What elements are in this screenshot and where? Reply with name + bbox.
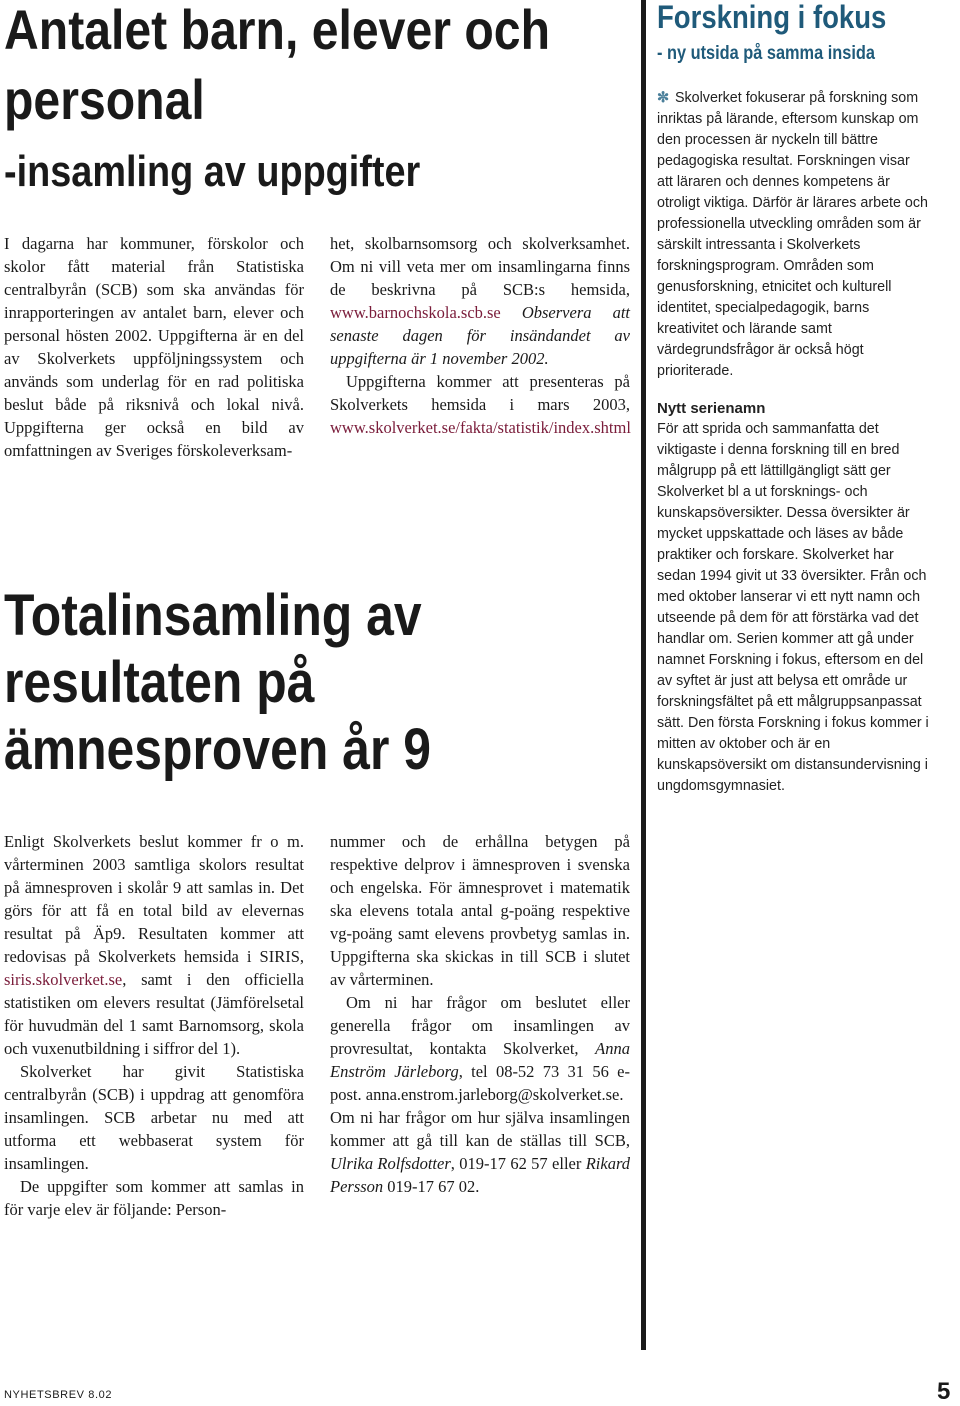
sidebar-paragraph1-text: Skolverket fokuserar på forskning som inriktas på lärande, eftersom kunskap om den processen är nyckeln till bättre pedagogiska resultat. Forskningen visar att läraren och dennes kompetens är otroligt viktiga. Därför är lärares arbete och professionella utveckling områden som är särskilt intressanta i Skolverkets forskningsprogram. Områden som genusforskning, etnicitet och kulturell identitet, specialpedagogik, barns kreativitet och lärande samt värdegrundsfrågor är också högt prioriterade. bbox=[657, 90, 928, 379]
article2-col2-paragraph3 bbox=[330, 1106, 630, 1198]
article2-col2-paragraph2 bbox=[330, 991, 630, 1106]
contact-name-ulrika: Ulrika Rolfsdotter bbox=[330, 1154, 451, 1173]
statistics-link[interactable]: www.skolverket.se/fakta/statistik/index.shtml bbox=[330, 418, 631, 437]
sidebar-subtitle: - ny utsida på samma insida bbox=[657, 43, 875, 64]
article1-title-line1: Antalet barn, elever och bbox=[4, 0, 550, 61]
page-number: 5 bbox=[937, 1378, 951, 1405]
article1-column1 bbox=[4, 232, 304, 462]
article2-column1 bbox=[4, 830, 304, 1221]
article1-col2-text1: het, skolbarnsomsorg och skolverksamhet. Om ni vill veta mer om insamlingarna finns de beskrivna på SCB:s hemsida, bbox=[330, 234, 630, 299]
contact-name-anna: Anna Enström Järleborg bbox=[330, 1039, 630, 1081]
article1-col1-text: I dagarna har kommuner, förskolor och skolor fått material från Statistiska centralbyrån (SCB) som ska användas för inrapporteringen av antalet barn, elever och personal hösten 2002. Uppgifterna är en del av Skolverkets uppföljningssystem och används som underlag för en rad politiska beslut både på riksnivå och lokal nivå. Uppgifterna ger också en bild av omfattningen av Sveriges förskoleverksam- bbox=[4, 234, 304, 460]
article2-col2-p2-b: , tel 08-52 73 31 56 e-post. anna.enstrom.jarleborg@skolverket.se. bbox=[330, 1062, 630, 1104]
article1-col2-text2: Uppgifterna kommer att presenteras på Skolverkets hemsida i mars 2003, bbox=[330, 372, 630, 414]
sidebar-paragraph2: För att sprida och sammanfatta det viktigaste i denna forskning till en bred målgrupp på ett lättillgängligt sätt ger Skolverket bl a ut forsknings- och kunskapsöversikter. Dessa översikter är mycket uppskattade och läses av både praktiker och forskare. Skolverket har sedan 1994 givit ut 33 översikter. Från och med oktober lanserar vi ett nytt namn och utseende på dem för att förstärka vad det handlar om. Serien kommer att gå under namnet Forskning i fokus, eftersom en del av syftet är just att belysa ett område ur forskningsfältet på ett målgruppsanpassat sätt. Den första Forskning i fokus kommer i mitten av oktober och är en kunskapsöversikt om distansundervisning i ungdomsgymnasiet. bbox=[657, 421, 929, 794]
article2-title-line3: ämnesproven år 9 bbox=[4, 717, 431, 782]
article1-subtitle: -insamling av uppgifter bbox=[4, 147, 421, 196]
sidebar-paragraph1 bbox=[657, 88, 929, 382]
article1-column2 bbox=[330, 232, 630, 439]
article2-col2-p3-c: 019-17 67 02. bbox=[383, 1177, 480, 1196]
siris-link[interactable]: siris.skolverket.se bbox=[4, 970, 123, 989]
article2-col2-p2-a: Om ni har frågor om beslutet eller generella frågor om insamlingen av provresultat, kontakta Skolverket, bbox=[330, 993, 630, 1058]
article2-col1-text-a: Enligt Skolverkets beslut kommer fr o m. vårterminen 2003 samtliga skolors resultat på ämnesproven i skolår 9 att samlas in. Det görs för att få en total bild av elevernas resultat på Äp9. Resultaten kommer att redovisas på Skolverkets hemsida i SIRIS, bbox=[4, 832, 304, 966]
article2-column2 bbox=[330, 830, 630, 1198]
article2-title-line2: resultaten på bbox=[4, 650, 315, 715]
scb-link[interactable]: www.barnochskola.scb.se bbox=[330, 303, 501, 322]
column-divider bbox=[641, 0, 646, 1350]
article2-col2-p3-b: , 019-17 62 57 eller bbox=[450, 1154, 586, 1173]
sidebar-body bbox=[657, 88, 929, 797]
article2-col1-paragraph2: Skolverket har givit Statistiska centralbyrån (SCB) i uppdrag att genomföra insamlingen. SCB arbetar nu med att utforma ett webbaserat system för insamlingen. bbox=[4, 1062, 304, 1173]
article2-col1-paragraph1 bbox=[4, 830, 304, 1060]
article2-col1-text-b: , samt i den officiella statistiken om elevers resultat (Jämförelsetal för huvudmän del 1 samt Barnomsorg, skola och vuxenutbildning i siffror del 1). bbox=[4, 970, 304, 1058]
deadline-note: Observera att senaste dagen för insändandet av uppgifterna är 1 november 2002. bbox=[330, 303, 630, 368]
article1-col2-paragraph2 bbox=[330, 370, 630, 439]
article2-title-line1: Totalinsamling av bbox=[4, 583, 422, 648]
article2-col1-paragraph3: De uppgifter som kommer att samlas in för varje elev är följande: Person- bbox=[4, 1177, 304, 1219]
article1-title-line2: personal bbox=[4, 68, 205, 131]
article2-col2-p3-a: Om ni har frågor om hur själva insamlingen kommer att gå till kan de ställas till SCB, bbox=[330, 1108, 630, 1150]
sidebar-heading: Nytt serienamn bbox=[657, 400, 766, 417]
article2-col2-paragraph1: nummer och de erhållna betygen på respektive delprov i ämnesproven i svenska och engelska. För ämnesprovet i matematik ska elevens totala antal g-poäng respektive vg-poäng samt elevens provbetyg samlas in. Uppgifterna ska skickas in till SCB i slutet av vårterminen. bbox=[330, 832, 630, 989]
contact-name-rikard: Rikard Persson bbox=[330, 1154, 630, 1196]
asterisk-icon: ✼ bbox=[657, 90, 669, 106]
article1-col2-paragraph1 bbox=[330, 232, 630, 370]
sidebar-title: Forskning i fokus bbox=[657, 0, 887, 35]
newsletter-label: NYHETSBREV 8.02 bbox=[4, 1389, 113, 1401]
